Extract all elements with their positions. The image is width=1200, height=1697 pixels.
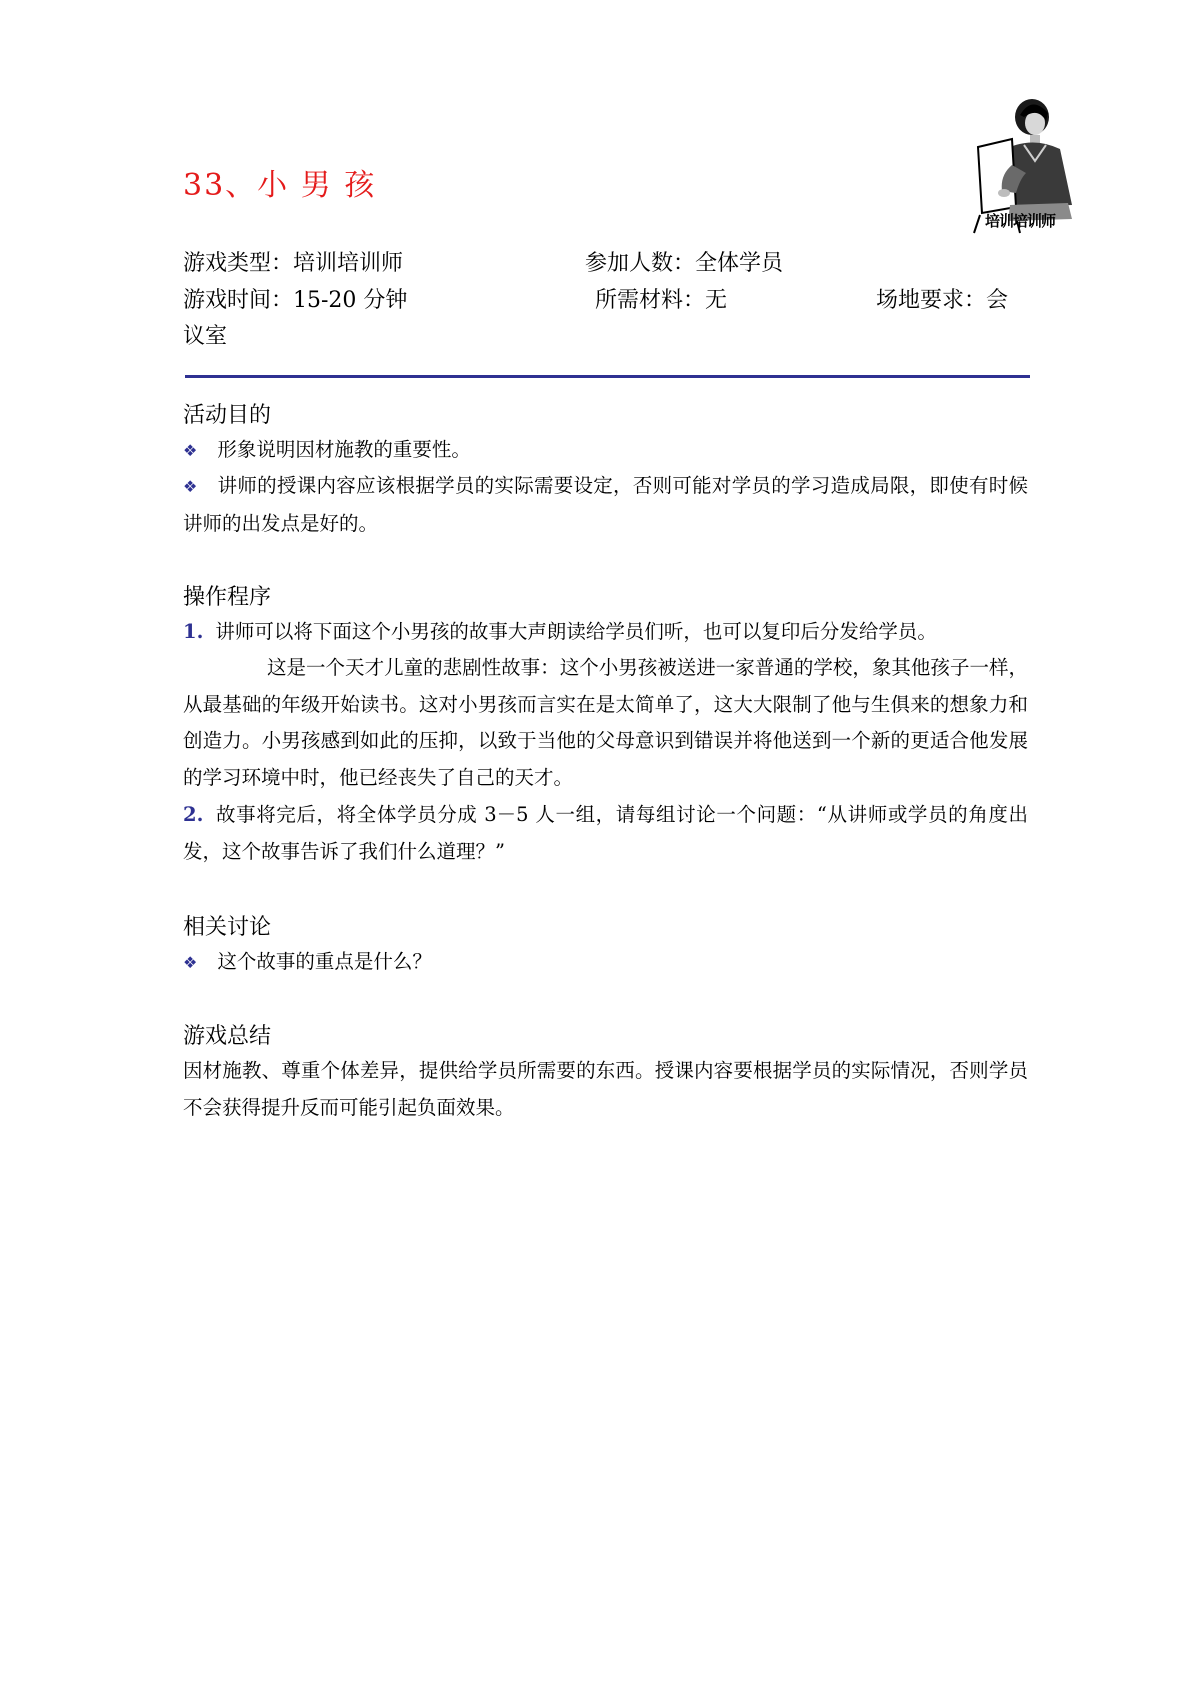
step-number: 1. [183,620,204,643]
diamond-bullet-icon: ❖ [183,477,198,496]
venue-part-1: 场地要求：会 [876,288,1009,313]
goal-item-2 [183,468,1028,542]
discussion-item-1-text: 这个故事的重点是什么？ [217,950,432,973]
discussion-title: 相关讨论 [183,915,272,940]
page-title: 33、小 男 孩 [183,168,377,203]
participants: 参加人数：全体学员 [585,251,784,276]
procedure-step-2-text: 故事将完后，将全体学员分成 3－5 人一组，请每组讨论一个问题：“从讲师或学员的角度出发，这个故事告诉了我们什么道理？” [183,803,1028,863]
game-type: 游戏类型：培训培训师 [183,251,404,276]
venue-part-2: 议室 [183,324,228,349]
diamond-bullet-icon: ❖ [183,953,198,972]
summary-text: 因材施教、尊重个体差异，提供给学员所需要的东西。授课内容要根据学员的实际情况，否则学员不会获得提升反而可能引起负面效果。 [183,1059,1028,1119]
procedure-step-1 [183,614,1028,651]
goal-item-2-text: 讲师的授课内容应该根据学员的实际需要设定，否则可能对学员的学习造成局限，即使有时候讲师的出发点是好的。 [183,474,1028,535]
goal-title: 活动目的 [183,403,272,428]
story-paragraph: 这是一个天才儿童的悲剧性故事：这个小男孩被送进一家普通的学校，象其他孩子一样，从最基础的年级开始读书。这对小男孩而言实在是太简单了，这大大限制了他与生俱来的想象力和创造力。小男孩感到如此的压抑，以致于当他的父母意识到错误并将他送到一个新的更适合他发展的学习环境中时，他已经丧失了自己的天才。 [183,656,1028,789]
procedure-step-1-text: 讲师可以将下面这个小男孩的故事大声朗读给学员们听，也可以复印后分发给学员。 [215,620,937,643]
diamond-bullet-icon: ❖ [183,441,198,460]
duration: 游戏时间：15-20 分钟 [183,288,408,313]
discussion-item-1 [183,944,1028,982]
goal-item-1 [183,432,1028,470]
figure-caption: 培训培训师 [985,212,1056,230]
step-number: 2. [183,803,204,826]
header-divider [185,375,1030,378]
procedure-title: 操作程序 [183,585,272,610]
procedure-step-2 [183,797,1028,870]
summary-title: 游戏总结 [183,1024,272,1049]
goal-item-1-text: 形象说明因材施教的重要性。 [217,438,471,461]
materials: 所需材料：无 [595,288,728,313]
